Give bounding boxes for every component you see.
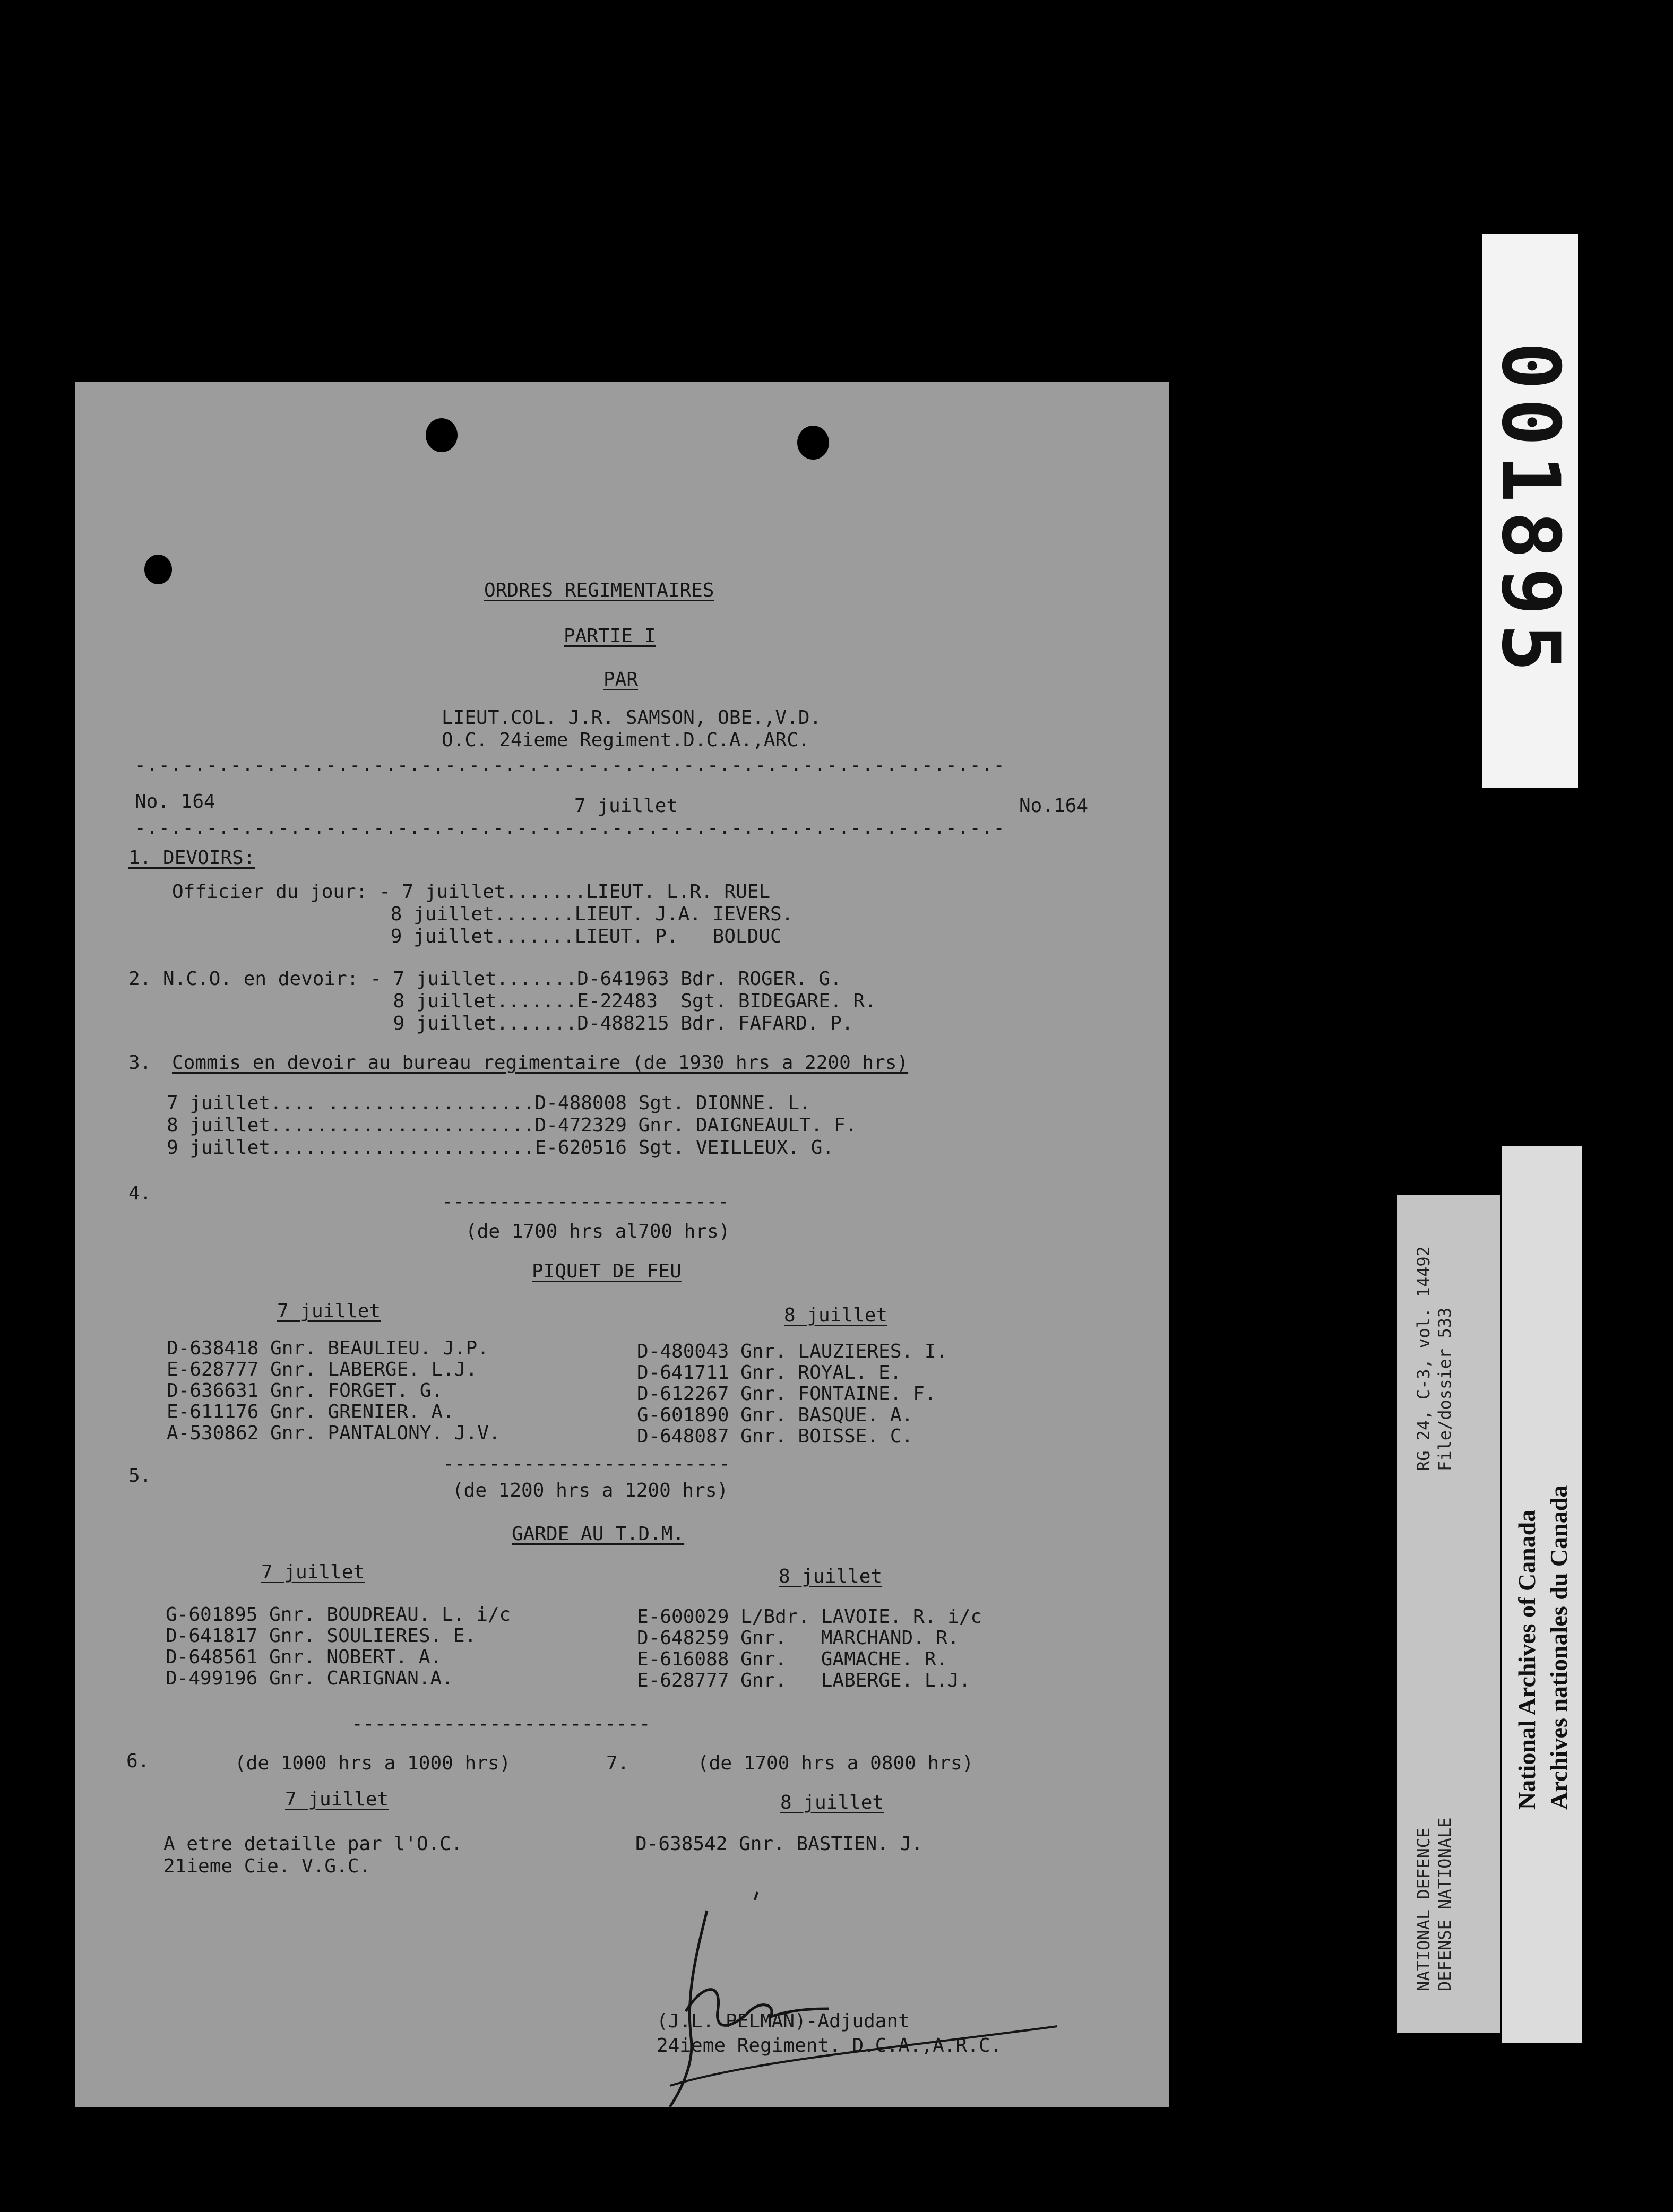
piquet-right-row: D-612267 Gnr. FONTAINE. F. (637, 1383, 936, 1405)
piquet-left-row: E-628777 Gnr. LABERGE. L.J. (167, 1359, 478, 1380)
section-5-right-date: 8 juillet (779, 1566, 883, 1587)
commis-line: 9 juillet.......................E-620516 Sgt. VEILLEUX. G. (167, 1137, 834, 1159)
section-7-date: 8 juillet (780, 1792, 884, 1813)
section-5-number: 5. (128, 1465, 152, 1487)
garde-left-row: D-641817 Gnr. SOULIERES. E. (166, 1625, 477, 1647)
section-4-right-date: 8 juillet (784, 1304, 888, 1326)
signatory-unit: 24ieme Regiment. D.C.A.,A.R.C. (657, 2035, 1002, 2057)
order-number-left: No. 164 (135, 791, 215, 813)
section-4-hours: (de 1700 hrs al700 hrs) (465, 1221, 730, 1242)
punch-hole (144, 555, 172, 584)
section-7-number: 7. (606, 1752, 629, 1774)
punch-hole (426, 418, 458, 452)
garde-left-row: D-648561 Gnr. NOBERT. A. (166, 1646, 442, 1668)
devoirs-line: 8 juillet.......LIEUT. J.A. IEVERS. (172, 903, 794, 925)
piquet-left-row: D-636631 Gnr. FORGET. G. (167, 1380, 443, 1402)
piquet-right-row: D-480043 Gnr. LAUZIERES. I. (637, 1341, 948, 1362)
department-fr: DEFENSE NATIONALE (1435, 1817, 1455, 1991)
archive-stamp-fr: Archives nationales du Canada (1545, 1485, 1572, 1810)
devoirs-line: 9 juillet.......LIEUT. P. BOLDUC (172, 926, 782, 947)
reference-slip (1397, 1195, 1500, 2033)
partie-label: PARTIE I (564, 625, 656, 647)
archive-stamp-en: National Archives of Canada (1513, 1509, 1540, 1810)
section-4-heading: PIQUET DE FEU (532, 1260, 682, 1282)
reference-file: File/dossier 533 (1435, 1307, 1455, 1471)
document-title: ORDRES REGIMENTAIRES (484, 580, 714, 601)
section-6-number: 6. (126, 1750, 150, 1772)
department-en: NATIONAL DEFENCE (1413, 1827, 1434, 1991)
section-5-rule: ------------------------- (443, 1453, 730, 1475)
devoirs-heading: 1. DEVOIRS: (128, 847, 255, 869)
commis-line: 7 juillet.... ..................D-488008 Sgt. DIONNE. L. (167, 1092, 811, 1114)
section-5-left-date: 7 juillet (261, 1561, 365, 1583)
handwritten-signature (627, 1889, 1105, 2123)
punch-hole (797, 426, 829, 460)
commis-line: 8 juillet.......................D-472329 Gnr. DAIGNEAULT. F. (167, 1114, 857, 1136)
section-6-date: 7 juillet (285, 1788, 389, 1810)
garde-right-row: E-616088 Gnr. GAMACHE. R. (637, 1648, 948, 1670)
garde-left-row: G-601895 Gnr. BOUDREAU. L. i/c (166, 1604, 511, 1626)
nco-line: 9 juillet.......D-488215 Bdr. FAFARD. P. (128, 1013, 853, 1034)
nco-line: 8 juillet.......E-22483 Sgt. BIDEGARE. R. (128, 990, 876, 1012)
section-6-hours: (de 1000 hrs a 1000 hrs) (235, 1752, 511, 1774)
piquet-left-row: E-611176 Gnr. GRENIER. A. (167, 1401, 454, 1423)
frame-number-strip (1482, 234, 1578, 788)
section-4-rule: ------------------------- (442, 1191, 729, 1213)
garde-right-row: E-600029 L/Bdr. LAVOIE. R. i/c (637, 1606, 982, 1628)
piquet-right-row: D-641711 Gnr. ROYAL. E. (637, 1362, 902, 1384)
signatory-name: (J.L. PELMAN)-Adjudant (657, 2010, 910, 2032)
section-6-line: A etre detaille par l'O.C. (163, 1833, 463, 1855)
order-date: 7 juillet (574, 795, 678, 817)
document-page (75, 382, 1169, 2107)
order-number-right: No.164 (1019, 795, 1089, 817)
garde-left-row: D-499196 Gnr. CARIGNAN.A. (166, 1667, 453, 1689)
commis-heading: Commis en devoir au bureau regimentaire (de 1930 hrs a 2200 hrs) (172, 1052, 909, 1074)
garde-right-row: E-628777 Gnr. LABERGE. L.J. (637, 1670, 971, 1691)
archive-stamp (1502, 1146, 1582, 2043)
piquet-left-row: D-638418 Gnr. BEAULIEU. J.P. (167, 1337, 489, 1359)
section-5-closing-rule: -------------------------- (351, 1713, 651, 1735)
piquet-left-row: A-530862 Gnr. PANTALONY. J.V. (167, 1422, 501, 1444)
separator: -.-.-.-.-.-.-.-.-.-.-.-.-.-.-.-.-.-.-.-.-.-.-.-.-.-.-.-.-.-.-.-.-.-.-.-.- (135, 755, 1006, 776)
section-4-number: 4. (128, 1182, 152, 1204)
separator: -.-.-.-.-.-.-.-.-.-.-.-.-.-.-.-.-.-.-.-.-.-.-.-.-.-.-.-.-.-.-.-.-.-.-.-.- (135, 817, 1006, 839)
devoirs-line: Officier du jour: - 7 juillet.......LIEUT. L.R. RUEL (172, 881, 771, 903)
commis-number: 3. (128, 1052, 152, 1074)
reference-rg: RG 24, C-3, vol. 14492 (1413, 1246, 1434, 1471)
section-7-hours: (de 1700 hrs a 0800 hrs) (697, 1752, 974, 1774)
issuer-unit: O.C. 24ieme Regiment.D.C.A.,ARC. (442, 729, 810, 751)
nco-line: 2. N.C.O. en devoir: - 7 juillet.......D-641963 Bdr. ROGER. G. (128, 968, 842, 990)
piquet-right-row: G-601890 Gnr. BASQUE. A. (637, 1404, 913, 1426)
frame-number: 001895 (1484, 341, 1576, 680)
section-5-heading: GARDE AU T.D.M. (512, 1523, 685, 1545)
issuer-name: LIEUT.COL. J.R. SAMSON, OBE.,V.D. (442, 707, 822, 729)
section-6-line: 21ieme Cie. V.G.C. (163, 1855, 371, 1877)
section-7-line: D-638542 Gnr. BASTIEN. J. (635, 1833, 923, 1855)
section-4-left-date: 7 juillet (277, 1300, 381, 1322)
piquet-right-row: D-648087 Gnr. BOISSE. C. (637, 1425, 913, 1447)
section-5-hours: (de 1200 hrs a 1200 hrs) (452, 1480, 729, 1501)
garde-right-row: D-648259 Gnr. MARCHAND. R. (637, 1627, 959, 1649)
par-label: PAR (603, 669, 639, 690)
